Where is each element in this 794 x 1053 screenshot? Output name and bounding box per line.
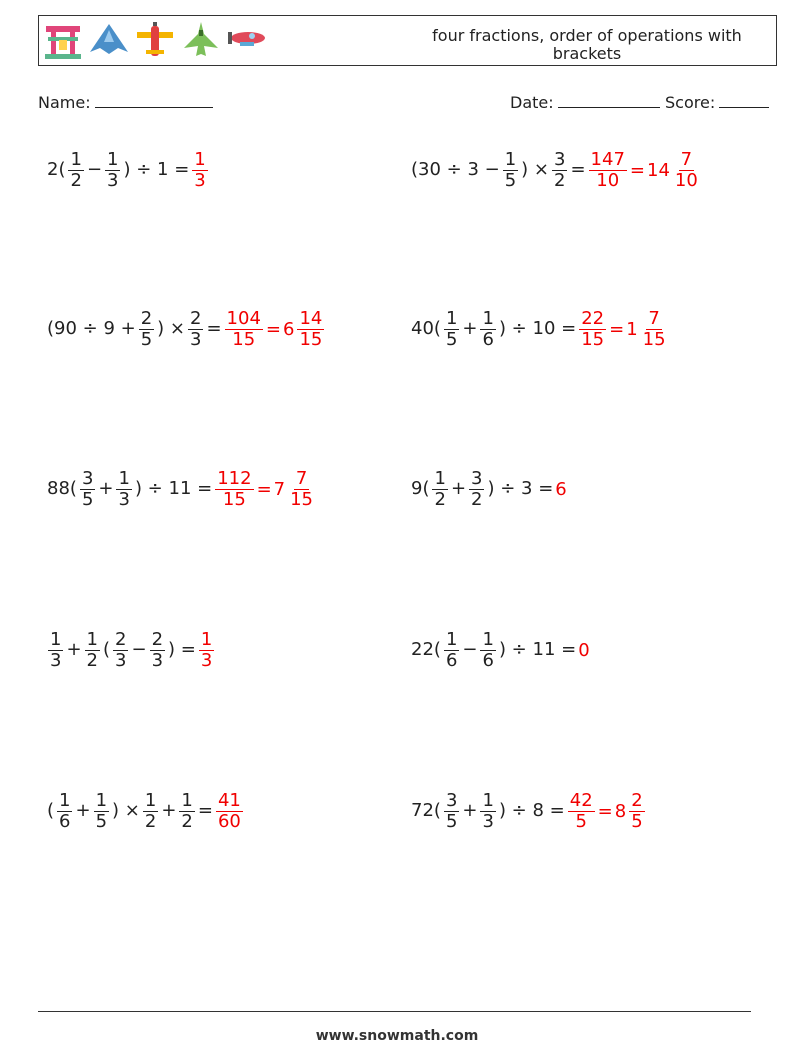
question [46, 791, 214, 832]
numerator: 7 [295, 467, 308, 489]
question [410, 150, 587, 191]
worksheet-header [38, 15, 777, 66]
denominator: 5 [81, 488, 94, 510]
fraction [432, 469, 447, 510]
denominator: 2 [554, 169, 566, 191]
numerator: 104 [226, 307, 261, 329]
question [410, 469, 554, 510]
denominator: 60 [217, 810, 241, 832]
denominator: 6 [482, 328, 494, 350]
fraction [641, 309, 668, 350]
fraction [225, 309, 263, 350]
denominator: 5 [631, 810, 643, 832]
fraction [552, 150, 567, 191]
denominator: 3 [115, 649, 127, 671]
numerator: 1 [50, 628, 62, 650]
denominator: 2 [144, 810, 157, 832]
footer-divider [38, 1011, 751, 1012]
numerator: 41 [217, 789, 241, 811]
answer [197, 630, 216, 671]
denominator: 3 [118, 488, 130, 510]
numerator: 1 [504, 148, 517, 170]
math-text: + [462, 318, 478, 339]
answer [223, 309, 327, 350]
numerator: 2 [115, 628, 127, 650]
denominator: 3 [482, 810, 494, 832]
math-text: ) × [157, 318, 185, 339]
math-text: 88( [47, 478, 77, 499]
math-text: = [570, 159, 586, 180]
question [410, 630, 577, 671]
math-text: + [161, 800, 177, 821]
denominator: 5 [140, 328, 153, 350]
problem-6 [410, 459, 568, 519]
name-field[interactable] [38, 93, 213, 112]
numerator: 3 [81, 467, 94, 489]
numerator: 7 [648, 307, 660, 329]
denominator: 2 [86, 649, 98, 671]
math-text: = [206, 318, 222, 339]
math-text: ) ÷ 8 = [498, 800, 565, 821]
numerator: 3 [445, 789, 458, 811]
question [46, 309, 223, 350]
numerator: 2 [140, 307, 153, 329]
math-text: 0 [578, 639, 590, 661]
math-text: ) ÷ 10 = [498, 318, 577, 339]
answer [554, 479, 567, 500]
numerator: 1 [482, 628, 494, 650]
denominator: 2 [70, 169, 82, 191]
math-text: = [609, 318, 625, 340]
math-text: ) × [112, 800, 140, 821]
answer [190, 150, 209, 191]
math-text: ) ÷ 11 = [498, 639, 577, 660]
problem-10 [410, 781, 647, 841]
math-text: − [131, 639, 147, 660]
math-text: = [256, 478, 272, 500]
answer [213, 469, 317, 510]
denominator: 6 [59, 810, 71, 832]
fraction [589, 150, 627, 191]
fighter-jet-icon [180, 20, 222, 62]
fraction [116, 469, 131, 510]
fraction [673, 150, 700, 191]
math-text: + [98, 478, 114, 499]
denominator: 3 [107, 169, 119, 191]
math-text: 6 [555, 478, 567, 500]
score-blank[interactable] [719, 93, 769, 108]
math-text: ( [103, 639, 111, 660]
denominator: 5 [445, 328, 458, 350]
fraction [143, 791, 158, 832]
fraction [503, 150, 518, 191]
math-text: 7 [273, 478, 286, 500]
question [46, 150, 190, 191]
torii-gate-icon [42, 20, 84, 62]
answer [566, 791, 647, 832]
math-text: 22( [411, 639, 441, 660]
fraction [444, 791, 459, 832]
numerator: 1 [70, 148, 82, 170]
fraction [568, 791, 595, 832]
math-text: = [629, 159, 645, 181]
denominator: 10 [674, 169, 698, 191]
denominator: 15 [232, 328, 256, 350]
fraction [297, 309, 324, 350]
fraction [444, 630, 459, 671]
problem-2 [410, 140, 702, 200]
fraction [139, 309, 154, 350]
fraction [629, 791, 644, 832]
math-text: ) ÷ 3 = [487, 478, 554, 499]
denominator: 10 [596, 169, 620, 191]
denominator: 15 [642, 328, 666, 350]
problem-1 [46, 140, 210, 200]
biplane-icon [134, 20, 176, 62]
fraction [94, 791, 109, 832]
denominator: 6 [445, 649, 458, 671]
denominator: 2 [471, 488, 483, 510]
denominator: 6 [482, 649, 494, 671]
score-field[interactable] [665, 93, 769, 112]
fraction [216, 791, 243, 832]
math-text: 2( [47, 159, 66, 180]
footer-url: www.snowmath.com [315, 1028, 479, 1044]
question [46, 630, 197, 671]
fraction [68, 150, 83, 191]
numerator: 1 [95, 789, 108, 811]
fraction [188, 309, 203, 350]
numerator: 42 [569, 789, 593, 811]
math-text: 40( [411, 318, 441, 339]
math-text: 1 [626, 318, 638, 340]
numerator: 3 [471, 467, 483, 489]
fraction [480, 791, 495, 832]
numerator: 3 [554, 148, 566, 170]
math-text: = [597, 800, 613, 822]
math-text: 6 [283, 318, 295, 340]
math-text: = [197, 800, 213, 821]
fraction [85, 630, 100, 671]
fraction [480, 309, 495, 350]
propeller-plane-icon [226, 20, 268, 62]
problem-9 [46, 781, 245, 841]
problem-5 [46, 459, 317, 519]
denominator: 3 [151, 649, 164, 671]
numerator: 1 [118, 467, 130, 489]
denominator: 5 [445, 810, 458, 832]
denominator: 3 [200, 649, 213, 671]
numerator: 2 [631, 789, 643, 811]
date-label: Date: [510, 93, 554, 112]
numerator: 7 [680, 148, 693, 170]
math-text: 8 [614, 800, 627, 822]
question [46, 469, 213, 510]
denominator: 5 [575, 810, 587, 832]
numerator: 1 [59, 789, 71, 811]
worksheet-title: four fractions, order of operations with brackets [432, 26, 742, 63]
numerator: 1 [86, 628, 98, 650]
denominator: 3 [194, 169, 206, 191]
numerator: 1 [144, 789, 157, 811]
fraction [192, 150, 207, 191]
math-text: + [75, 800, 91, 821]
denominator: 3 [190, 328, 202, 350]
numerator: 1 [434, 467, 446, 489]
numerator: 147 [590, 148, 625, 170]
fraction [215, 469, 253, 510]
name-blank[interactable] [95, 93, 213, 108]
question [410, 309, 577, 350]
math-text: + [66, 639, 82, 660]
numerator: 112 [217, 467, 252, 489]
date-blank[interactable] [558, 93, 660, 108]
name-label: Name: [38, 93, 91, 112]
fraction [444, 309, 459, 350]
fraction [150, 630, 165, 671]
math-text: (30 ÷ 3 − [411, 159, 500, 180]
numerator: 1 [445, 628, 458, 650]
fraction [179, 791, 194, 832]
denominator: 15 [290, 488, 314, 510]
date-field[interactable] [510, 93, 660, 112]
fraction [105, 150, 120, 191]
denominator: 2 [434, 488, 446, 510]
math-text: 14 [647, 159, 670, 181]
numerator: 1 [181, 789, 193, 811]
math-text: ) = [168, 639, 196, 660]
problem-4 [410, 299, 670, 359]
question [410, 791, 566, 832]
fraction [288, 469, 315, 510]
fraction [80, 469, 95, 510]
math-text: ) ÷ 11 = [134, 478, 213, 499]
fraction [48, 630, 63, 671]
fraction [469, 469, 484, 510]
math-text: = [265, 318, 281, 340]
answer [577, 309, 669, 350]
answer [214, 791, 245, 832]
denominator: 5 [504, 169, 517, 191]
fraction [579, 309, 606, 350]
math-text: + [450, 478, 467, 499]
math-text: − [462, 639, 478, 660]
denominator: 15 [222, 488, 246, 510]
denominator: 15 [581, 328, 605, 350]
fraction [480, 630, 495, 671]
fraction [57, 791, 72, 832]
denominator: 2 [181, 810, 193, 832]
numerator: 1 [107, 148, 119, 170]
numerator: 1 [482, 307, 494, 329]
math-text: ) ÷ 1 = [123, 159, 190, 180]
denominator: 15 [299, 328, 323, 350]
numerator: 1 [200, 628, 213, 650]
numerator: 1 [482, 789, 494, 811]
numerator: 2 [151, 628, 164, 650]
math-text: 9( [411, 478, 430, 499]
denominator: 5 [95, 810, 108, 832]
numerator: 14 [299, 307, 323, 329]
score-label: Score: [665, 93, 716, 112]
math-text: ) × [521, 159, 549, 180]
numerator: 22 [581, 307, 605, 329]
math-text: (90 ÷ 9 + [47, 318, 136, 339]
answer [587, 150, 702, 191]
numerator: 2 [190, 307, 202, 329]
stealth-bomber-icon [88, 20, 130, 62]
numerator: 1 [194, 148, 206, 170]
problem-8 [410, 620, 591, 680]
problem-7 [46, 620, 216, 680]
numerator: 1 [445, 307, 458, 329]
fraction [199, 630, 214, 671]
math-text: + [462, 800, 478, 821]
denominator: 3 [50, 649, 62, 671]
math-text: 72( [411, 800, 441, 821]
fraction [113, 630, 128, 671]
math-text: ( [47, 800, 55, 821]
header-icons [42, 20, 268, 62]
problem-3 [46, 299, 326, 359]
math-text: − [86, 159, 103, 180]
answer [577, 640, 590, 661]
